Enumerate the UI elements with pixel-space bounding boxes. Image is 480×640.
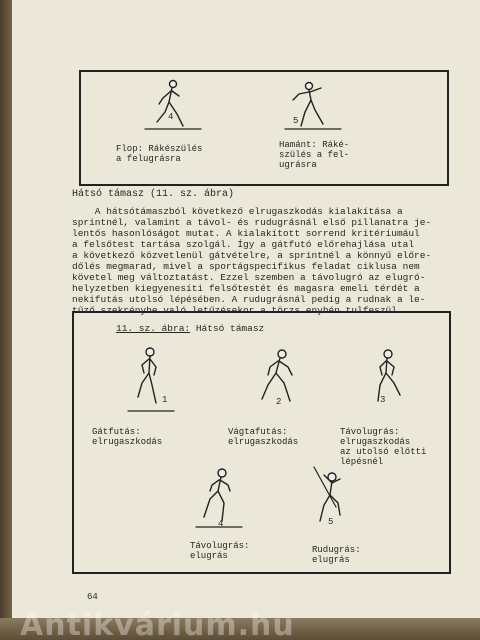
page-number: 64: [87, 592, 98, 602]
hamant-figure: [281, 78, 345, 134]
caption-line: elrugaszkodás: [92, 437, 163, 447]
figure-11-box: [72, 311, 451, 574]
caption-line: a felugrásra: [116, 154, 181, 164]
paragraph-line: követel meg változtatást. Ezzel szemben a távolugró az elugró-: [72, 272, 426, 283]
paragraph-line: helyzetben kiegyenesíti felsőtestét és magasra emeli térdét a: [72, 283, 420, 294]
runner-figure-5: [302, 463, 358, 535]
runner-figure-4: [190, 463, 246, 535]
figure-marker: 5: [328, 517, 334, 527]
caption-line: ugrásra: [279, 160, 317, 170]
caption-line: Gátfutás:: [92, 427, 141, 437]
caption-line: lépésnél: [340, 457, 384, 467]
paragraph-line: a következő közvetlenül gátvételre, a sprintnél a könnyű előre-: [72, 250, 432, 261]
paragraph-line: a felsőtest tartása szolgál. Így a gátfutó előrehajlása utal: [72, 239, 415, 250]
paragraph-line: nekifutás utolsó lépésében. A rudugrásnál pedig a rudnak a le-: [72, 294, 426, 305]
caption-line: elrugaszkodás: [228, 437, 299, 447]
top-figure-box: [79, 70, 449, 186]
caption-line: szülés a fel-: [279, 150, 350, 160]
figure-11-label: 11. sz. ábra:: [116, 323, 191, 334]
caption-tavolugras-2: [190, 541, 249, 561]
book-page: [12, 0, 480, 626]
caption-line: Flop: Rákészülés: [116, 144, 203, 154]
runner-figure-2: [254, 345, 304, 417]
body-paragraph: [72, 206, 452, 316]
paragraph-line: tűző szekrénybe való letűzésekor a törzs enyhén tulfeszül.: [72, 305, 403, 316]
figure-marker: 3: [380, 395, 386, 405]
figure-11-title: [116, 323, 264, 334]
runner-figure-1: [126, 345, 176, 417]
caption-hamant: [279, 140, 349, 170]
figure-marker: 1: [162, 395, 168, 405]
caption-flop: [116, 144, 202, 164]
figure-marker: 4: [168, 112, 174, 122]
paragraph-line: A hátsótámaszból következő elrugaszkodás kialakítása a: [72, 206, 403, 217]
figure-11-title-text: Hátsó támasz: [195, 323, 265, 334]
caption-line: Rudugrás:: [312, 545, 361, 555]
figure-marker: 2: [276, 397, 282, 407]
paragraph-line: dőlés megmarad, mivel a sportágspecifikus feladat ciklusa nem: [72, 261, 420, 272]
flop-figure: [143, 78, 203, 134]
caption-line: elrugaszkodás: [340, 437, 411, 447]
figure-marker: 5: [293, 116, 299, 126]
caption-line: Távolugrás:: [340, 427, 400, 437]
caption-rudugras: [312, 545, 361, 565]
caption-line: Vágtafutás:: [228, 427, 288, 437]
caption-line: elugrás: [312, 555, 350, 565]
paragraph-line: sprintnél, valamint a távol- és rudugrásnál első pillanatra je-: [72, 217, 432, 228]
caption-line: Hamánt: Ráké-: [279, 140, 350, 150]
caption-line: elugrás: [190, 551, 228, 561]
caption-tavolugras-1: [340, 427, 426, 467]
runner-figure-3: [360, 345, 410, 417]
section-heading: Hátsó támasz (11. sz. ábra): [72, 189, 235, 200]
caption-line: az utolsó előtti: [340, 447, 427, 457]
watermark: Antikvárium.hu: [20, 608, 295, 640]
caption-vagtafutas: [228, 427, 298, 447]
caption-line: Távolugrás:: [190, 541, 250, 551]
paragraph-line: lentős hasonlóságot mutat. A kialakított sorrend kritériumául: [72, 228, 420, 239]
figure-marker: 4: [218, 519, 224, 529]
caption-gatfutas: [92, 427, 162, 447]
